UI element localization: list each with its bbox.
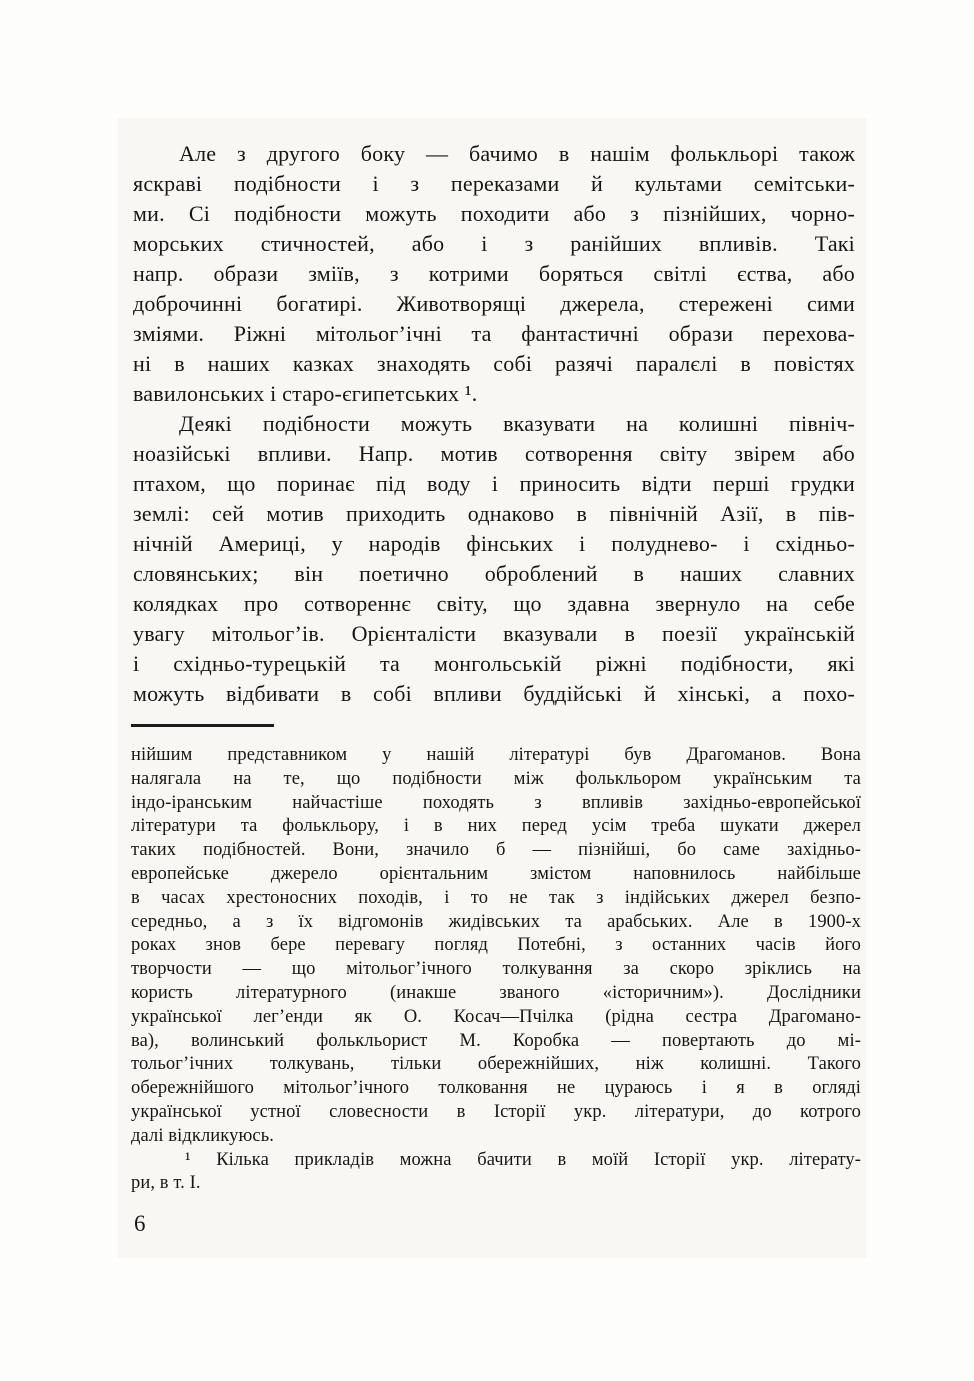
text-line: української устної словесности в Історії укр. літератури, до котрого	[131, 1101, 861, 1122]
main-text-block	[133, 139, 855, 709]
paragraph	[131, 1149, 861, 1197]
text-line: в часах хрестоносних походів, і то не так з індійських джерел безпо-	[131, 887, 861, 908]
text-line: Але з другого боку — бачимо в нашім фолькльорі також	[179, 141, 855, 166]
text-line: і східньо-турецькій та монгольській ріжні подібности, які	[133, 651, 855, 676]
page-number: 6	[134, 1211, 146, 1236]
text-line: вавилонських і старо-єгипетських ¹.	[133, 381, 478, 406]
paragraph	[133, 139, 855, 409]
text-line: птахом, що поринає під воду і приносить відти перші грудки	[133, 471, 855, 496]
text-line: колядках про сотвореннє світу, що здавна звернуло на себе	[133, 591, 855, 616]
text-line: зміями. Ріжні мітольог’ічні та фантастичні образи перехова-	[133, 321, 855, 346]
text-line: обережнійшого мітольог’ічного толковання не цураюсь і я в огляді	[131, 1078, 861, 1099]
text-line: середньо, а з їх відгомонів жидівських та арабських. Але в 1900-х	[131, 911, 861, 932]
text-line: увагу мітольог’ів. Орієнталісти вказували в поезії українській	[133, 621, 855, 646]
text-line: користь літературного (инакше званого «історичним»). Дослідники	[131, 982, 861, 1003]
paragraph	[133, 409, 855, 709]
text-line: нійшим представником у нашій літературі був Драгоманов. Вона	[131, 745, 861, 765]
text-line: таких подібностей. Вони, значило б — пізнійші, бо саме західньо-	[131, 840, 861, 861]
text-line: яскраві подібности і з переказами й культами семітськи-	[133, 171, 855, 196]
text-line: морських стичностей, або і з ранійших впливів. Такі	[133, 231, 855, 256]
text-line: української лег’енди як О. Косач—Пчілка (рідна сестра Драгомано-	[131, 1006, 861, 1027]
text-line: ¹ Кілька прикладів можна бачити в моїй Історії укр. літерату-	[185, 1149, 861, 1170]
text-line: землі: сей мотив приходить однаково в північній Азії, в пів-	[133, 501, 855, 526]
text-line: індо-іранським найчастіше походять з впливів західньо-европейської	[131, 792, 861, 813]
text-line: Деякі подібности можуть вказувати на колишні північ-	[179, 411, 855, 436]
text-line: ні в наших казках знаходять собі разячі паралєлі в повістях	[133, 351, 855, 376]
text-line: ноазійські впливи. Напр. мотив сотворення світу звірем або	[133, 441, 855, 466]
text-line: нічній Америці, у народів фінських і полуднево- і східньо-	[133, 531, 855, 556]
text-line: творчости — що мітольог’ічного толкування за скоро зріклись на	[131, 959, 861, 980]
text-line: словянських; він поетично оброблений в наших славних	[133, 561, 855, 586]
paragraph	[131, 744, 861, 1149]
text-line: ва), волинський фолькльорист М. Коробка — повертають до мі-	[131, 1030, 861, 1051]
text-line: доброчинні богатирі. Животворящі джерела, стережені сими	[133, 291, 855, 316]
text-line: тольог’ічних толкувань, тільки обережнійших, ніж колишні. Такого	[131, 1054, 861, 1075]
text-line: напр. образи зміїв, з котрими боряться світлі єства, або	[133, 261, 855, 286]
text-line: роках знов бере перевагу погляд Потебні, з останних часів його	[131, 935, 861, 956]
text-line: далі відкликуюсь.	[131, 1125, 274, 1146]
text-line: ми. Сі подібности можуть походити або з пізнійших, чорно-	[133, 201, 855, 226]
text-line: літератури та фолькльору, і в них перед усім треба шукати джерел	[131, 816, 861, 837]
text-line: ри, в т. І.	[131, 1173, 201, 1194]
text-line: можуть відбивати в собі впливи буддійські й хінські, а похо-	[133, 681, 855, 706]
footnote-block	[131, 744, 861, 1196]
text-line: европейське джерело орієнтальним змістом наповнилось найбільше	[131, 863, 861, 884]
text-line: налягала на те, що подібности між фолькльором українським та	[131, 768, 861, 789]
footnote-separator-rule	[131, 724, 274, 727]
